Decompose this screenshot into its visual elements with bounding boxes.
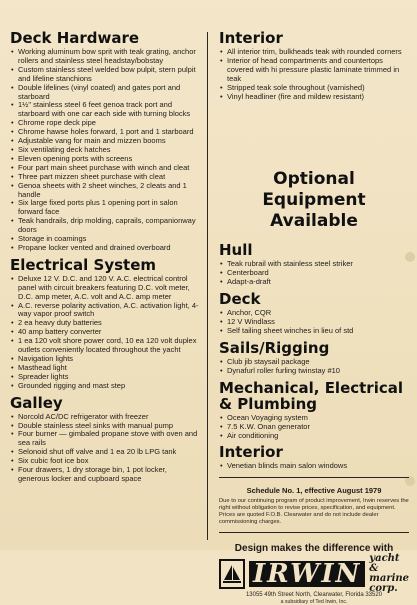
- list-item: • Chrome rope deck pipe: [10, 119, 200, 128]
- interior2-list: [219, 462, 409, 471]
- irwin-logo: [219, 553, 410, 595]
- list-item: • Centerboard: [219, 269, 409, 278]
- list-item: • 2 ea heavy duty batteries: [10, 319, 200, 328]
- list-item: • Venetian blinds main salon windows: [219, 462, 409, 471]
- deck-section: [219, 291, 409, 336]
- section-title: Mechanical, Electrical & Plumbing: [219, 378, 404, 413]
- optional-line: Optional: [273, 169, 355, 190]
- right-column: [219, 30, 409, 605]
- galley-list: [10, 413, 200, 484]
- brand-name: IRWIN: [249, 561, 365, 587]
- hull-list: [219, 260, 409, 287]
- list-item: • Navigation lights: [10, 355, 200, 364]
- list-item: • Adjustable vang for main and mizzen booms: [10, 137, 200, 146]
- list-item: • Norcold AC/DC refrigerator with freezer: [10, 413, 200, 422]
- list-item: • Club jib staysail package: [219, 358, 409, 367]
- list-item: • 7.5 K.W. Onan generator: [219, 423, 409, 432]
- list-item: • 12 V Windlass: [219, 318, 409, 327]
- list-item: • Adapt-a-draft: [219, 278, 409, 287]
- schedule-rule: [219, 532, 409, 533]
- list-item: • Custom stainless steel welded bow pulpit, stern pulpit and lifeline stanchions: [10, 66, 200, 84]
- section-title: Interior: [219, 443, 283, 462]
- interior-section: [219, 30, 409, 101]
- list-item: • A.C. reverse polarity activation, A.C. activation light, 4-way vapor proof switch: [10, 302, 200, 320]
- list-item: • Storage in coamings: [10, 235, 200, 244]
- deck-hardware-section: [10, 30, 200, 253]
- list-item: • Interior of head compartments and countertops covered with hi pressure plastic laminate trimmed in teak: [219, 57, 409, 84]
- list-item: • Double lifelines (vinyl coated) and gates port and starboard: [10, 84, 200, 102]
- list-item: • Propane locker vented and drained overboard: [10, 244, 200, 253]
- list-item: • Selonoid shut off valve and 1 ea 20 lb LPG tank: [10, 448, 200, 457]
- list-item: • Six cubic foot ice box: [10, 457, 200, 466]
- list-item: • Grounded rigging and mast step: [10, 382, 200, 391]
- list-item: • Six ventilating deck hatches: [10, 146, 200, 155]
- interior-list: [219, 48, 409, 101]
- list-item: • Double stainless steel sinks with manual pump: [10, 422, 200, 431]
- list-item: • Anchor, CQR: [219, 309, 409, 318]
- section-title: Deck: [219, 290, 261, 309]
- schedule-rule: [219, 477, 409, 478]
- left-column: [10, 30, 200, 488]
- list-item: • Deluxe 12 V. D.C. and 120 V. A.C. electrical control panel with circuit breakers featuring D.C. volt meter, D.C. amp meter, A.C. volt and A.C. amp meter: [10, 275, 200, 302]
- list-item: • Masthead light: [10, 364, 200, 373]
- list-item: • Four burner — gimbaled propane stove with oven and sea rails: [10, 430, 200, 448]
- list-item: • Teak rubrail with stainless steel striker: [219, 260, 409, 269]
- list-item: • 1 ea 120 volt shore power cord, 10 ea 120 volt duplex outlets conveniently located throughout the yacht: [10, 337, 200, 355]
- list-item: • Stripped teak sole throughout (varnished): [219, 84, 409, 93]
- deck-list: [219, 309, 409, 336]
- hull-section: [219, 242, 409, 287]
- section-title: Electrical System: [10, 255, 157, 274]
- list-item: • Chrome hawse holes forward, 1 port and 1 starboard: [10, 128, 200, 137]
- list-item: • Spreader lights: [10, 373, 200, 382]
- list-item: • All interior trim, bulkheads teak with rounded corners: [219, 48, 409, 57]
- schedule-disclaimer: Due to our continuing program of product improvement, Irwin reserves the right without obligation to revise prices, specification, and equipment. Prices are quoted F.O.B. Clearwater and do not include dealer commissioning charges.: [219, 498, 409, 526]
- optional-line: Available: [270, 211, 358, 232]
- brand-tagline: Design makes the difference with: [234, 543, 394, 555]
- sails-list: [219, 358, 409, 376]
- deck-hardware-list: [10, 48, 200, 253]
- brand-subsidiary: a subsidiary of Ted Irwin, Inc.: [280, 599, 348, 605]
- optional-heading: [219, 169, 409, 232]
- list-item: • Four part main sheet purchase with winch and cleat: [10, 164, 200, 173]
- sails-section: [219, 340, 409, 376]
- galley-section: [10, 395, 200, 484]
- optional-line: Equipment: [262, 190, 366, 211]
- list-item: • Self tailing sheet winches in lieu of std: [219, 327, 409, 336]
- list-item: • Six large fixed ports plus 1 opening port in salon forward face: [10, 199, 200, 217]
- column-divider: [207, 32, 208, 540]
- brand-sub: yacht & marine corp.: [369, 553, 410, 595]
- list-item: • Three part mizzen sheet purchase with cleat: [10, 173, 200, 182]
- section-title: Sails/Rigging: [219, 338, 330, 357]
- mech-section: [219, 380, 409, 441]
- schedule-title: Schedule No. 1, effective August 1979: [246, 486, 382, 496]
- list-item: • Ocean Voyaging system: [219, 414, 409, 423]
- section-title: Deck Hardware: [10, 29, 140, 47]
- sailboat-icon: [219, 559, 245, 589]
- list-item: • 1½" stainless steel 6 feet genoa track port and starboard with one car each side with turning blocks: [10, 101, 200, 119]
- list-item: • Working aluminum bow sprit with teak grating, anchor rollers and stainless steel headstay/bobstay: [10, 48, 200, 66]
- list-item: • Teak handrails, drip molding, caprails, companionway doors: [10, 217, 200, 235]
- section-title: Galley: [10, 393, 63, 412]
- electrical-section: [10, 257, 200, 391]
- list-item: • Vinyl headliner (fire and mildew resistant): [219, 93, 409, 102]
- mech-list: [219, 414, 409, 441]
- list-item: • 40 amp battery converter: [10, 328, 200, 337]
- section-title: Interior: [219, 29, 283, 47]
- brand-address: 13055 49th Street North, Clearwater, Florida 33520: [245, 592, 383, 599]
- list-item: • Four drawers, 1 dry storage bin, 1 pot locker, generous locker and cupboard space: [10, 466, 200, 484]
- list-item: • Dynafurl roller furling twinstay #10: [219, 367, 409, 376]
- list-item: • Eleven opening ports with screens: [10, 155, 200, 164]
- electrical-list: [10, 275, 200, 391]
- list-item: • Genoa sheets with 2 sheet winches, 2 cleats and 1 handle: [10, 182, 200, 200]
- section-title: Hull: [219, 241, 253, 260]
- list-item: • Air conditioning: [219, 432, 409, 441]
- interior2-section: [219, 444, 409, 471]
